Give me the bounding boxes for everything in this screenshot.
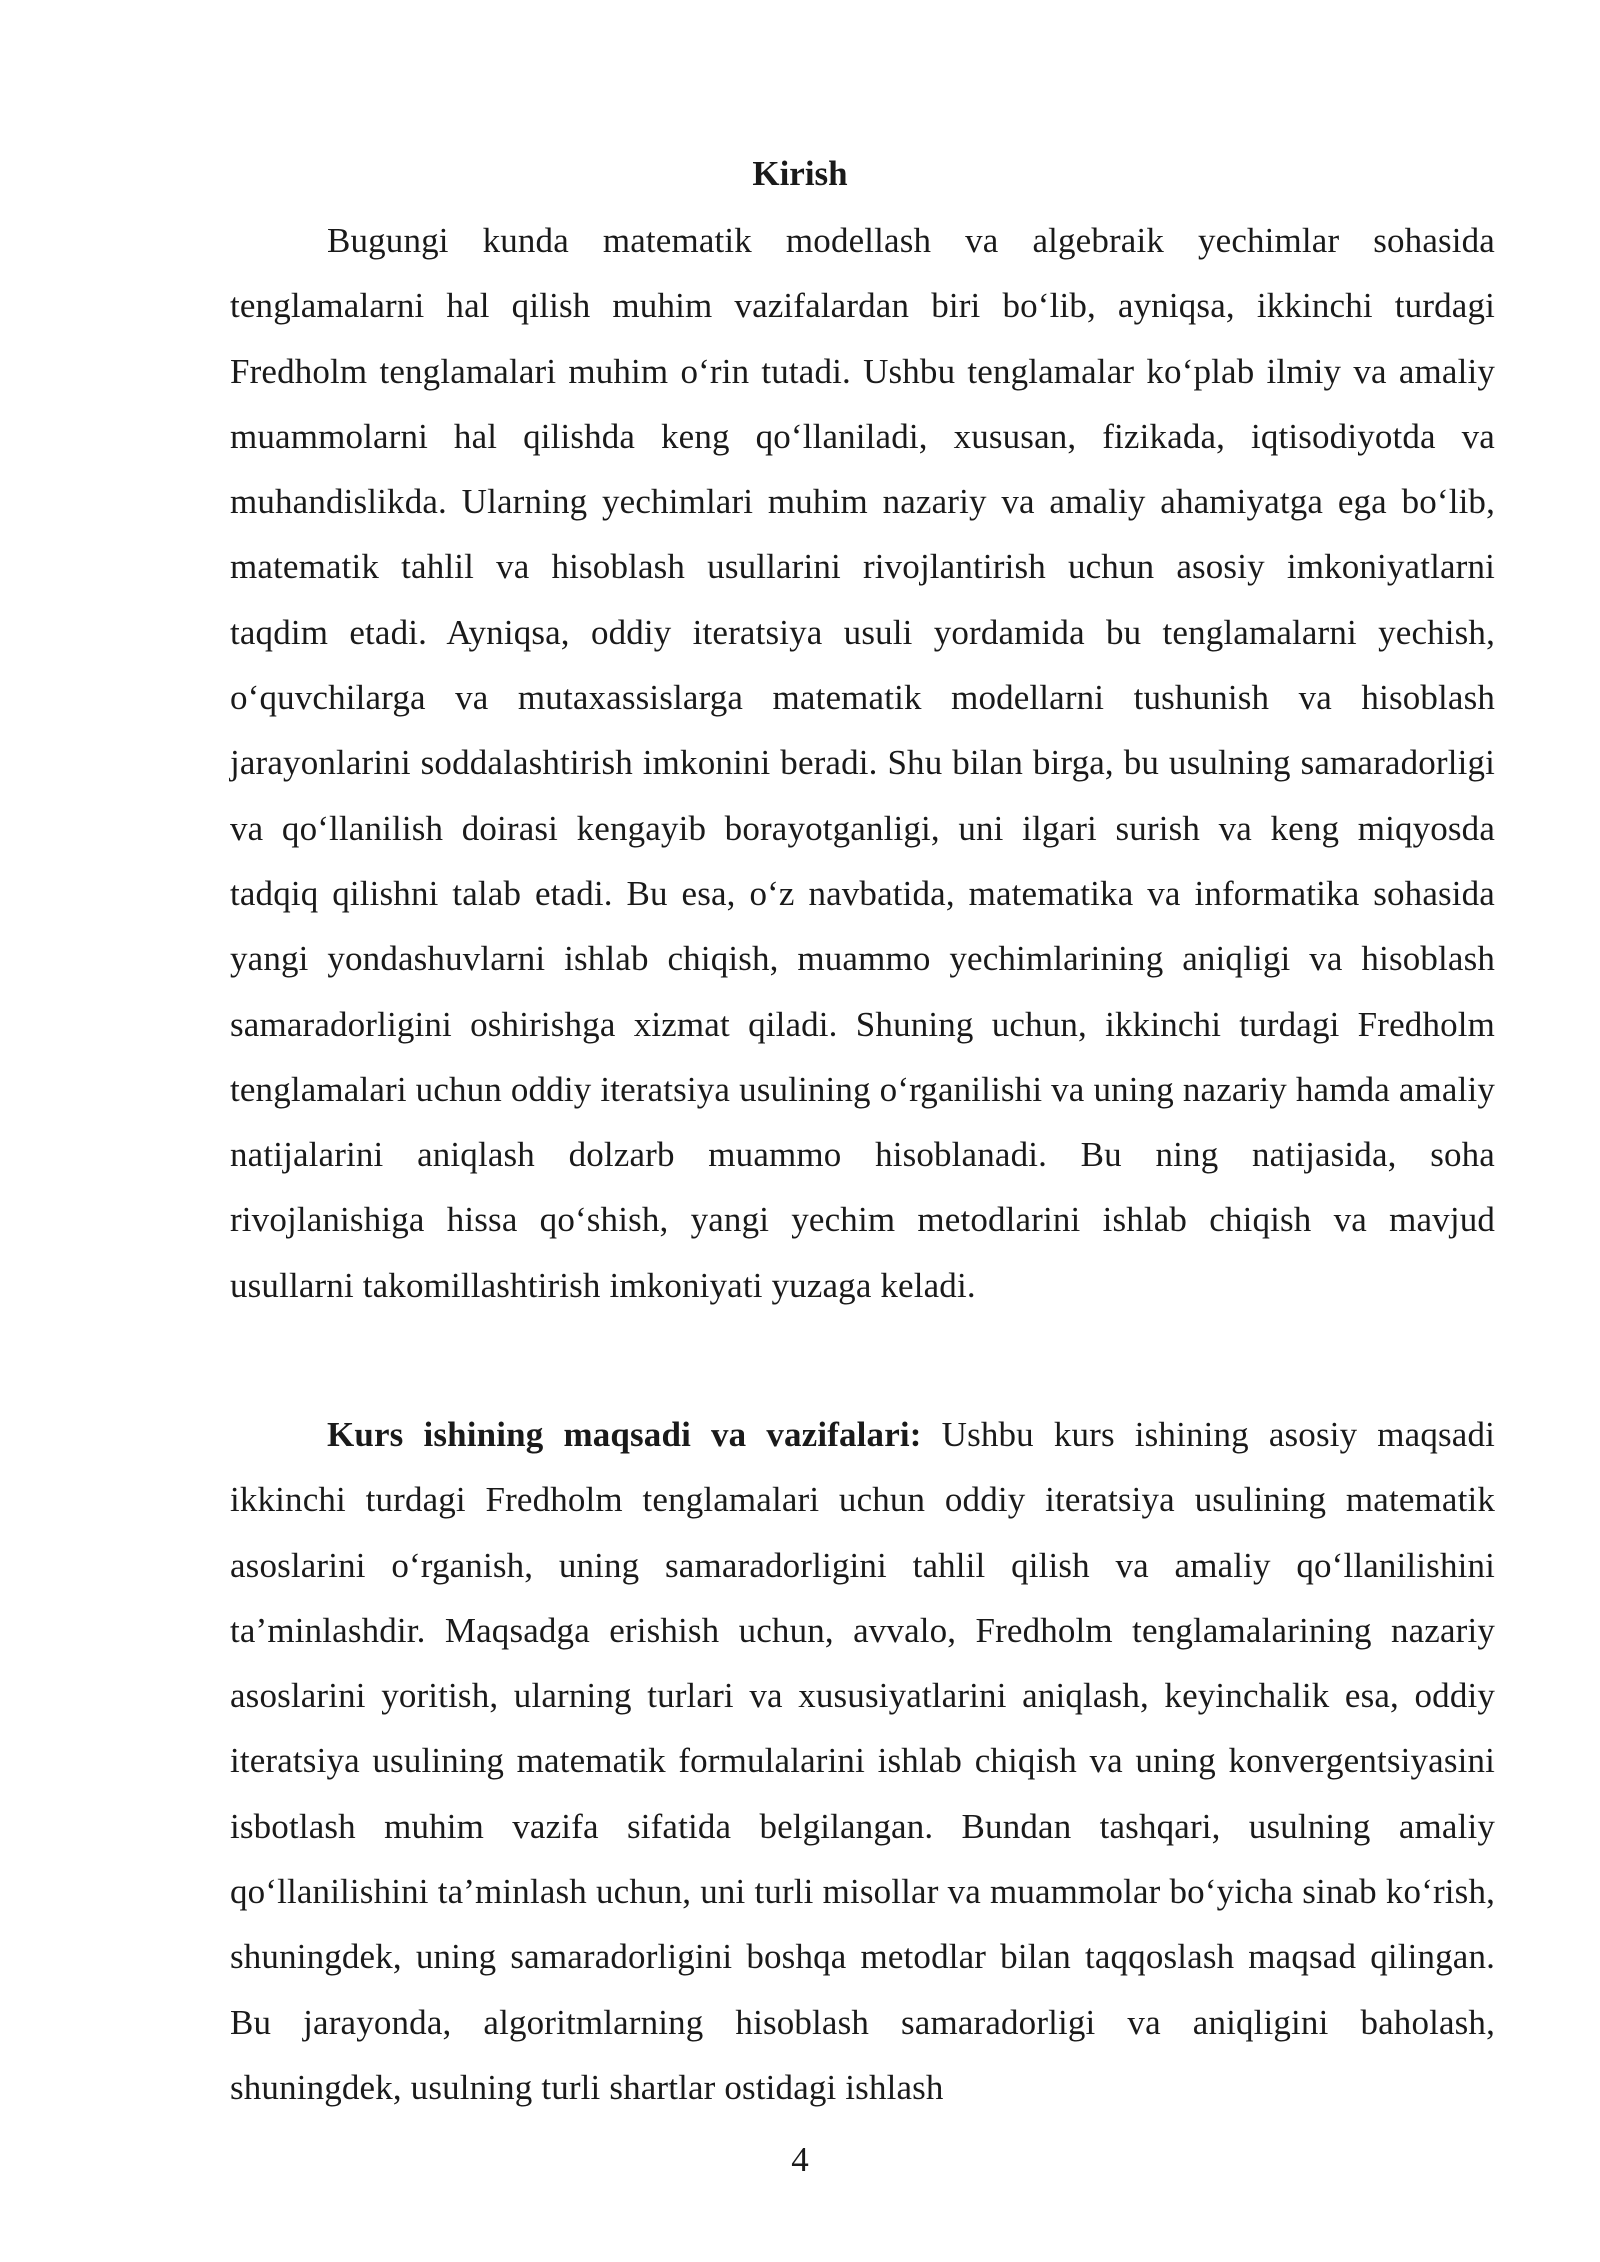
page-number: 4 bbox=[791, 2140, 809, 2179]
section-heading: Kirish bbox=[752, 154, 848, 193]
intro-paragraph: Bugungi kunda matematik modellash va algebraik yechimlar sohasida tenglamalarni hal qilish muhim vazifalardan biri bo‘lib, ayniqsa, ikkinchi turdagi Fredholm tenglamalari muhim o‘rin tutadi. Ushbu tenglamalar ko‘plab ilmiy va amaliy muammolarni hal qilishda keng qo‘llaniladi, xususan, fizikada, iqtisodiyotda va muhandislikda. Ularning yechimlari muhim nazariy va amaliy ahamiyatga ega bo‘lib, matematik tahlil va hisoblash usullarini rivojlantirish uchun asosiy imkoniyatlarni taqdim etadi. Ayniqsa, oddiy iteratsiya usuli yordamida bu tenglamalarni yechish, o‘quvchilarga va mutaxassislarga matematik modellarni tushunish va hisoblash jarayonlarini soddalashtirish imkonini beradi. Shu bilan birga, bu usulning samaradorligi va qo‘llanilish doirasi kengayib borayotganligi, uni ilgari surish va keng miqyosda tadqiq qilishni talab etadi. Bu esa, o‘z navbatida, matematika va informatika sohasida yangi yondashuvlarni ishlab chiqish, muammo yechimlarining aniqligi va hisoblash samaradorligini oshirishga xizmat qiladi. Shuning uchun, ikkinchi turdagi Fredholm tenglamalari uchun oddiy iteratsiya usulining o‘rganilishi va uning nazariy hamda amaliy natijalarini aniqlash dolzarb muammo hisoblanadi. Bu ning natijasida, soha rivojlanishiga hissa qo‘shish, yangi yechim metodlarini ishlab chiqish va mavjud usullarni takomillashtirish imkoniyati yuzaga keladi. bbox=[230, 221, 1495, 1305]
goals-lead-in: Kurs ishining maqsadi va vazifalari: bbox=[327, 1415, 922, 1454]
goals-paragraph bbox=[230, 1402, 1495, 2120]
goals-paragraph-text: Ushbu kurs ishining asosiy maqsadi ikkinchi turdagi Fredholm tenglamalari uchun oddiy iteratsiya usulining matematik asoslarini o‘rganish, uning samaradorligini tahlil qilish va amaliy qo‘llanilishini ta’minlashdir. Maqsadga erishish uchun, avvalo, Fredholm tenglamalarining nazariy asoslarini yoritish, ularning turlari va xususiyatlarini aniqlash, keyinchalik esa, oddiy iteratsiya usulining matematik formulalarini ishlab chiqish va uning konvergentsiyasini isbotlash muhim vazifa sifatida belgilangan. Bundan tashqari, usulning amaliy qo‘llanilishini ta’minlash uchun, uni turli misollar va muammolar bo‘yicha sinab ko‘rish, shuningdek, uning samaradorligini boshqa metodlar bilan taqqoslash maqsad qilingan. Bu jarayonda, algoritmlarning hisoblash samaradorligi va aniqligini baholash, shuningdek, usulning turli shartlar ostidagi ishlash bbox=[230, 1415, 1495, 2107]
